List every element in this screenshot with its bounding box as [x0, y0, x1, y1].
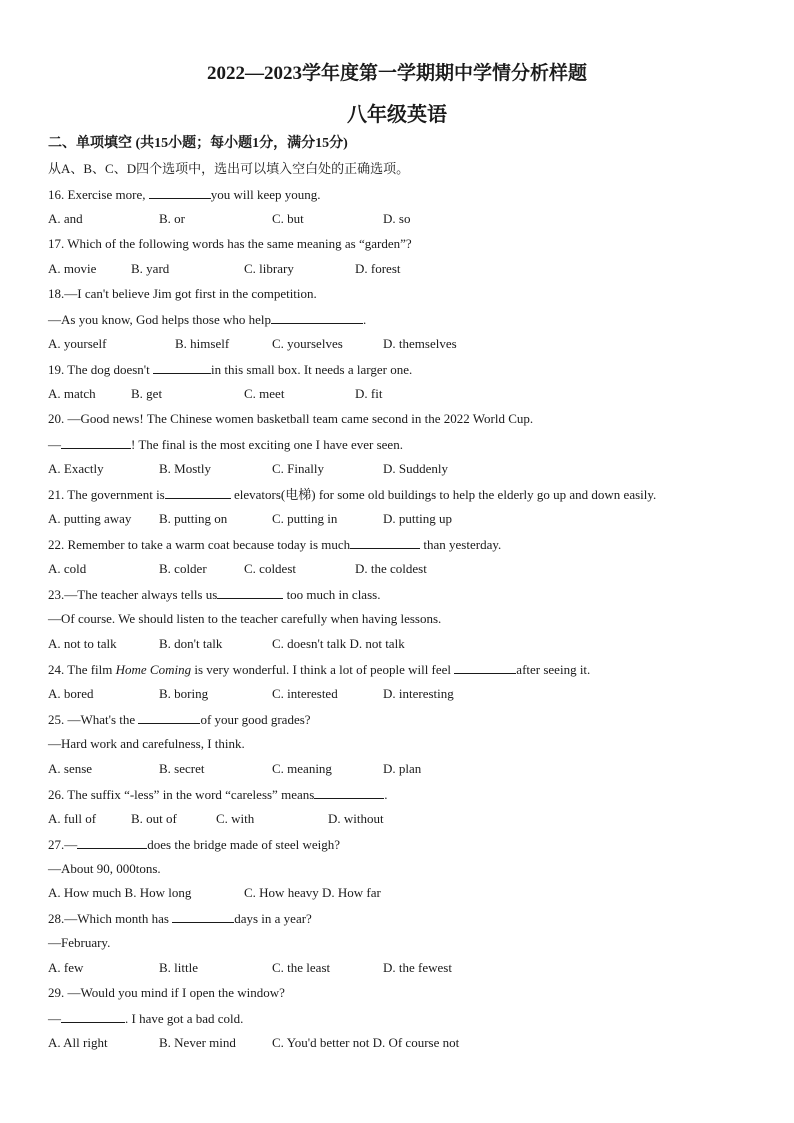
option-c[interactable]: C. library [244, 261, 294, 276]
option-a[interactable]: A. bored [48, 686, 94, 701]
option-b[interactable]: B. secret [159, 761, 205, 776]
question-18-reply: —As you know, God helps those who help . [48, 312, 367, 327]
option-c[interactable]: C. coldest [244, 561, 296, 576]
answer-blank [454, 661, 516, 674]
option-d[interactable]: D. the fewest [383, 960, 452, 975]
question-28-stem: 28.—Which month has days in a year? [48, 911, 312, 926]
option-c[interactable]: C. with [216, 811, 255, 826]
answer-blank [77, 836, 147, 849]
question-20-stem: 20. —Good news! The Chinese women basketball team came second in the 2022 World Cup. [48, 411, 534, 426]
option-b[interactable]: B. don't talk [159, 636, 223, 651]
option-b[interactable]: B. boring [159, 686, 209, 701]
answer-blank [165, 486, 231, 499]
section-instruction: 从A、B、C、D四个选项中，选出可以填入空白处的正确选项。 [48, 161, 410, 176]
answer-blank [61, 436, 131, 449]
question-26-stem: 26. The suffix “-less” in the word “careless” means . [48, 787, 388, 802]
option-c[interactable]: C. Finally [272, 461, 325, 476]
film-title: Home Coming [115, 662, 192, 677]
option-d[interactable]: D. interesting [383, 686, 454, 701]
answer-blank [138, 711, 200, 724]
question-23-reply: —Of course. We should listen to the teacher carefully when having lessons. [48, 611, 442, 626]
option-b[interactable]: B. colder [159, 561, 207, 576]
option-d[interactable]: D. forest [355, 261, 401, 276]
option-b[interactable]: B. or [159, 211, 185, 226]
answer-blank [153, 361, 211, 374]
option-a[interactable]: A. and [48, 211, 83, 226]
exam-subtitle: 八年级英语 [347, 104, 447, 126]
question-22-stem: 22. Remember to take a warm coat because today is much than yesterday. [48, 537, 502, 552]
option-c-d[interactable]: C. How heavy D. How far [244, 885, 381, 900]
option-b[interactable]: B. little [159, 960, 198, 975]
question-24-stem: 24. The film Home Coming is very wonderful. I think a lot of people will feel after seeing it. [48, 662, 591, 677]
option-c[interactable]: C. putting in [272, 511, 338, 526]
option-b[interactable]: B. get [131, 386, 163, 401]
question-23-stem: 23.—The teacher always tells us too much in class. [48, 587, 381, 602]
question-29-reply: — . I have got a bad cold. [48, 1011, 244, 1026]
option-a[interactable]: A. few [48, 960, 84, 975]
option-b[interactable]: B. putting on [159, 511, 228, 526]
question-17-stem: 17. Which of the following words has the same meaning as “garden”? [48, 236, 412, 251]
question-16-stem: 16. Exercise more, you will keep young. [48, 187, 321, 202]
option-a[interactable]: A. movie [48, 261, 97, 276]
question-20-reply: — ! The final is the most exciting one I have ever seen. [48, 437, 403, 452]
option-a[interactable]: A. not to talk [48, 636, 117, 651]
option-a[interactable]: A. All right [48, 1035, 108, 1050]
option-d[interactable]: D. without [328, 811, 384, 826]
question-18-stem: 18.—I can't believe Jim got first in the competition. [48, 286, 317, 301]
answer-blank [271, 311, 363, 324]
question-27-stem: 27.— does the bridge made of steel weigh? [48, 837, 341, 852]
option-c[interactable]: C. the least [272, 960, 331, 975]
option-b[interactable]: B. Never mind [159, 1035, 236, 1050]
question-19-stem: 19. The dog doesn't in this small box. It needs a larger one. [48, 362, 413, 377]
answer-blank [217, 586, 283, 599]
question-27-reply: —About 90, 000tons. [48, 861, 161, 876]
option-a[interactable]: A. full of [48, 811, 97, 826]
option-a[interactable]: A. cold [48, 561, 87, 576]
answer-blank [350, 536, 420, 549]
option-b[interactable]: B. Mostly [159, 461, 212, 476]
option-c[interactable]: C. meaning [272, 761, 332, 776]
option-a[interactable]: A. Exactly [48, 461, 104, 476]
option-a[interactable]: A. putting away [48, 511, 132, 526]
option-c[interactable]: C. meet [244, 386, 285, 401]
exam-title: 2022—2023学年度第一学期期中学情分析样题 [206, 63, 587, 84]
answer-blank [61, 1010, 125, 1023]
option-b[interactable]: B. out of [131, 811, 177, 826]
option-b[interactable]: B. himself [175, 336, 230, 351]
option-a-b[interactable]: A. How much B. How long [48, 885, 192, 900]
option-c[interactable]: C. but [272, 211, 304, 226]
question-21-stem: 21. The government is elevators(电梯) for some old buildings to help the elderly go up and down easily. [48, 487, 657, 502]
option-b[interactable]: B. yard [131, 261, 170, 276]
question-25-reply: —Hard work and carefulness, I think. [48, 736, 245, 751]
option-a[interactable]: A. yourself [48, 336, 107, 351]
question-28-reply: —February. [48, 935, 111, 950]
option-a[interactable]: A. sense [48, 761, 93, 776]
option-c[interactable]: C. interested [272, 686, 338, 701]
option-c-d[interactable]: C. doesn't talk D. not talk [272, 636, 405, 651]
answer-blank [149, 186, 211, 199]
option-d[interactable]: D. putting up [383, 511, 452, 526]
question-25-stem: 25. —What's the of your good grades? [48, 712, 311, 727]
option-d[interactable]: D. plan [383, 761, 422, 776]
option-d[interactable]: D. fit [355, 386, 383, 401]
option-d[interactable]: D. Suddenly [383, 461, 448, 476]
answer-blank [314, 786, 384, 799]
option-a[interactable]: A. match [48, 386, 96, 401]
option-d[interactable]: D. themselves [383, 336, 457, 351]
option-c-d[interactable]: C. You'd better not D. Of course not [272, 1035, 460, 1050]
option-d[interactable]: D. so [383, 211, 411, 226]
option-c[interactable]: C. yourselves [272, 336, 343, 351]
section-heading: 二、单项填空 (共15小题；每小题1分，满分15分) [48, 136, 348, 151]
question-29-stem: 29. —Would you mind if I open the window? [48, 985, 285, 1000]
answer-blank [172, 910, 234, 923]
option-d[interactable]: D. the coldest [355, 561, 427, 576]
